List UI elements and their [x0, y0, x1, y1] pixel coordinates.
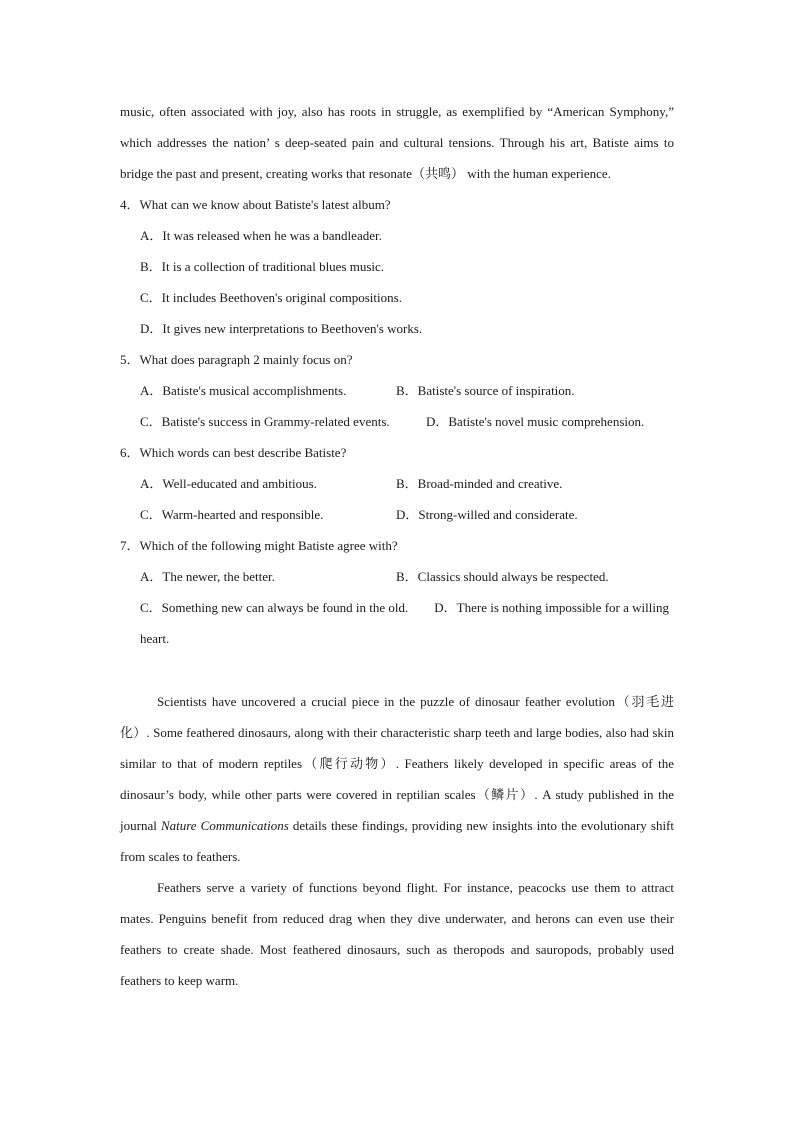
option-row [140, 375, 674, 406]
option-d: D．Strong-willed and considerate. [396, 507, 578, 522]
journal-title: Nature Communications [160, 818, 289, 833]
option-b: B．Classics should always be respected. [396, 569, 609, 584]
option-b: B．Batiste's source of inspiration. [396, 383, 575, 398]
passage2-text: details these findings, providing new insights into the evolutionary shift from scales to feathers. [120, 818, 674, 864]
option-row-wrapped [140, 592, 670, 654]
option-c: C．Warm-hearted and responsible. [140, 507, 324, 522]
question-5 [120, 344, 674, 437]
passage2-paragraph-2: Feathers serve a variety of functions beyond flight. For instance, peacocks use them to attract mates. Penguins benefit from reduced drag when they dive underwater, and herons can even use their feathers to create shade. Most feathered dinosaurs, such as theropods and sauropods, probably used feathers to keep warm. [120, 880, 674, 988]
option-b: B．It is a collection of traditional blues music. [140, 259, 385, 274]
question-7 [120, 530, 674, 654]
document-page [120, 96, 674, 996]
option-row [140, 468, 674, 499]
question-stem: 7．Which of the following might Batiste agree with? [120, 538, 398, 553]
option-a: A．The newer, the better. [140, 569, 275, 584]
passage2-paragraph-1 [120, 686, 674, 872]
passage1-tail: music, often associated with joy, also has roots in struggle, as exemplified by “American Symphony,” which addresses the nation’ s deep-seated pain and cultural tensions. Through his art, Batiste aims to bridge the past and present, creating works that resonate（共鸣） with the human experience. [120, 104, 674, 181]
option-d: D．There is nothing impossible for a willing heart. [140, 600, 669, 646]
option-d: D．It gives new interpretations to Beethoven's works. [140, 321, 423, 336]
question-6 [120, 437, 674, 530]
question-stem: 6．Which words can best describe Batiste? [120, 445, 347, 460]
section-gap [120, 654, 674, 686]
option-row [140, 561, 674, 592]
option-d: D．Batiste's novel music comprehension. [426, 414, 645, 429]
option-a: A．Batiste's musical accomplishments. [140, 383, 347, 398]
question-4 [120, 189, 674, 344]
option-c: C．Batiste's success in Grammy-related events. [140, 414, 390, 429]
option-row [140, 499, 674, 530]
option-c: C．It includes Beethoven's original compositions. [140, 290, 402, 305]
option-a: A．It was released when he was a bandleader. [140, 228, 382, 243]
option-a: A．Well-educated and ambitious. [140, 476, 317, 491]
passage2-text: Scientists have uncovered a crucial piece in the puzzle of dinosaur feather evolution（羽毛进化）. Some feathered dinosaurs, along with their characteristic sharp teeth and large bodies, also had skin similar to that of modern reptiles（爬行动物）. Feathers likely developed in specific areas of the dinosaur’s body, while other parts were covered in reptilian scales（鳞片）. A study published in the journal [120, 694, 674, 833]
option-row [140, 406, 674, 437]
question-stem: 5．What does paragraph 2 mainly focus on? [120, 352, 353, 367]
question-stem: 4．What can we know about Batiste's latest album? [120, 197, 391, 212]
option-c: C．Something new can always be found in the old. [140, 600, 409, 615]
option-b: B．Broad-minded and creative. [396, 476, 563, 491]
